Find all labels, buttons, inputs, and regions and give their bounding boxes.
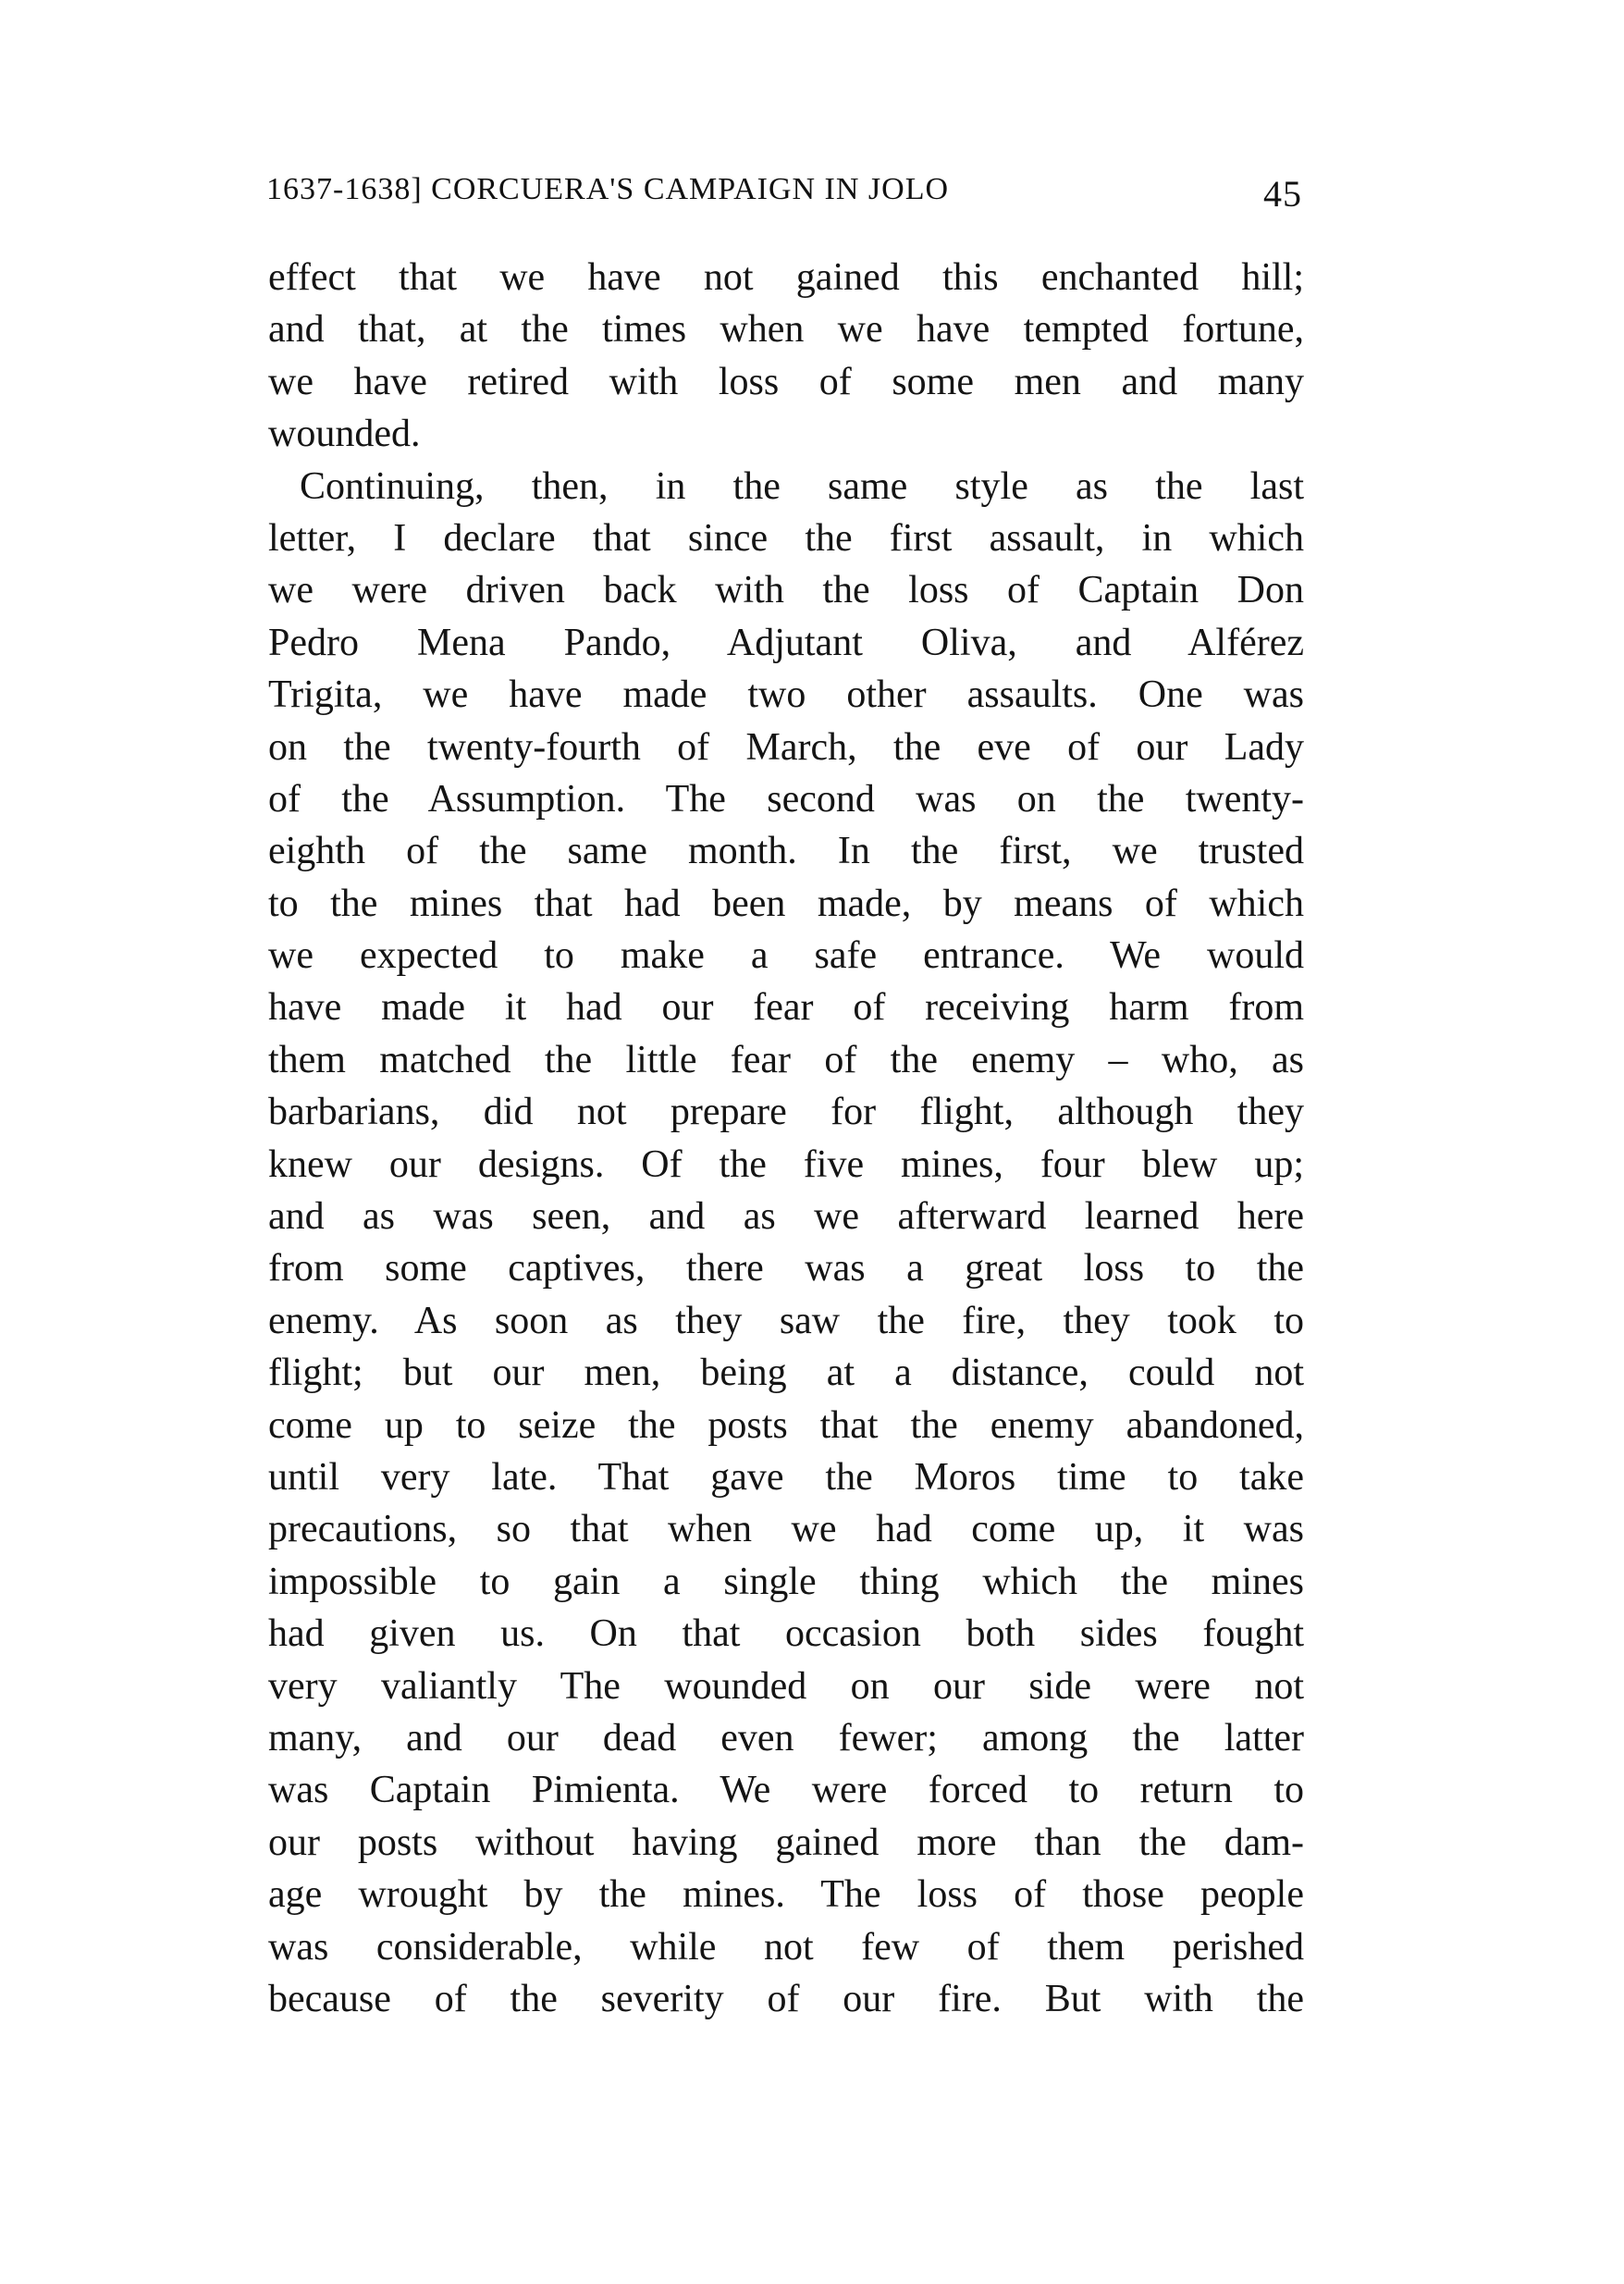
text-line: of the Assumption. The second was on the twenty- — [268, 777, 1304, 821]
text-line: effect that we have not gained this enchanted hill; — [268, 256, 1304, 299]
text-line: have made it had our fear of receiving harm from — [268, 986, 1304, 1030]
text-line: come up to seize the posts that the enemy abandoned, — [268, 1403, 1304, 1447]
text-line: Trigita, we have made two other assaults. One was — [268, 673, 1304, 717]
text-line: on the twenty-fourth of March, the eve of our Lady — [268, 725, 1304, 769]
text-line: very valiantly The wounded on our side were not — [268, 1664, 1304, 1708]
text-line: we expected to make a safe entrance. We would — [268, 934, 1304, 978]
text-line: precautions, so that when we had come up, it was — [268, 1508, 1304, 1551]
text-line: we were driven back with the loss of Captain Don — [268, 569, 1304, 612]
text-line: knew our designs. Of the five mines, four blew up; — [268, 1142, 1304, 1186]
running-head — [266, 172, 1302, 218]
text-line: letter, I declare that since the first assault, in which — [268, 516, 1304, 560]
text-line: age wrought by the mines. The loss of those people — [268, 1873, 1304, 1917]
text-line: enemy. As soon as they saw the fire, they took to — [268, 1299, 1304, 1342]
text-line: Continuing, then, in the same style as the last — [300, 464, 1304, 508]
text-line: eighth of the same month. In the first, we trusted — [268, 830, 1304, 873]
text-line: from some captives, there was a great loss to the — [268, 1247, 1304, 1290]
text-line: had given us. On that occasion both sides fought — [268, 1612, 1304, 1656]
text-line: many, and our dead even fewer; among the latter — [268, 1716, 1304, 1759]
text-line: flight; but our men, being at a distance, could not — [268, 1352, 1304, 1395]
text-line: barbarians, did not prepare for flight, although they — [268, 1091, 1304, 1134]
text-line: until very late. That gave the Moros time to take — [268, 1455, 1304, 1499]
body-text — [268, 252, 1304, 2025]
running-head-title: 1637-1638] CORCUERA'S CAMPAIGN IN JOLO — [266, 172, 950, 206]
text-line: and that, at the times when we have tempted fortune, — [268, 308, 1304, 352]
text-line: was Captain Pimienta. We were forced to return to — [268, 1769, 1304, 1812]
text-line: was considerable, while not few of them perished — [268, 1925, 1304, 1969]
text-line: Pedro Mena Pando, Adjutant Oliva, and Alférez — [268, 621, 1304, 664]
text-line: we have retired with loss of some men and many — [268, 360, 1304, 403]
text-line: because of the severity of our fire. But with the — [268, 1977, 1304, 2020]
text-line: impossible to gain a single thing which the mines — [268, 1560, 1304, 1603]
text-line: them matched the little fear of the enemy – who, as — [268, 1038, 1304, 1081]
text-line: and as was seen, and as we afterward learned here — [268, 1195, 1304, 1239]
page-number: 45 — [1263, 173, 1302, 215]
text-line: wounded. — [268, 413, 421, 456]
text-line: our posts without having gained more than the dam- — [268, 1821, 1304, 1864]
text-line: to the mines that had been made, by means of which — [268, 882, 1304, 925]
